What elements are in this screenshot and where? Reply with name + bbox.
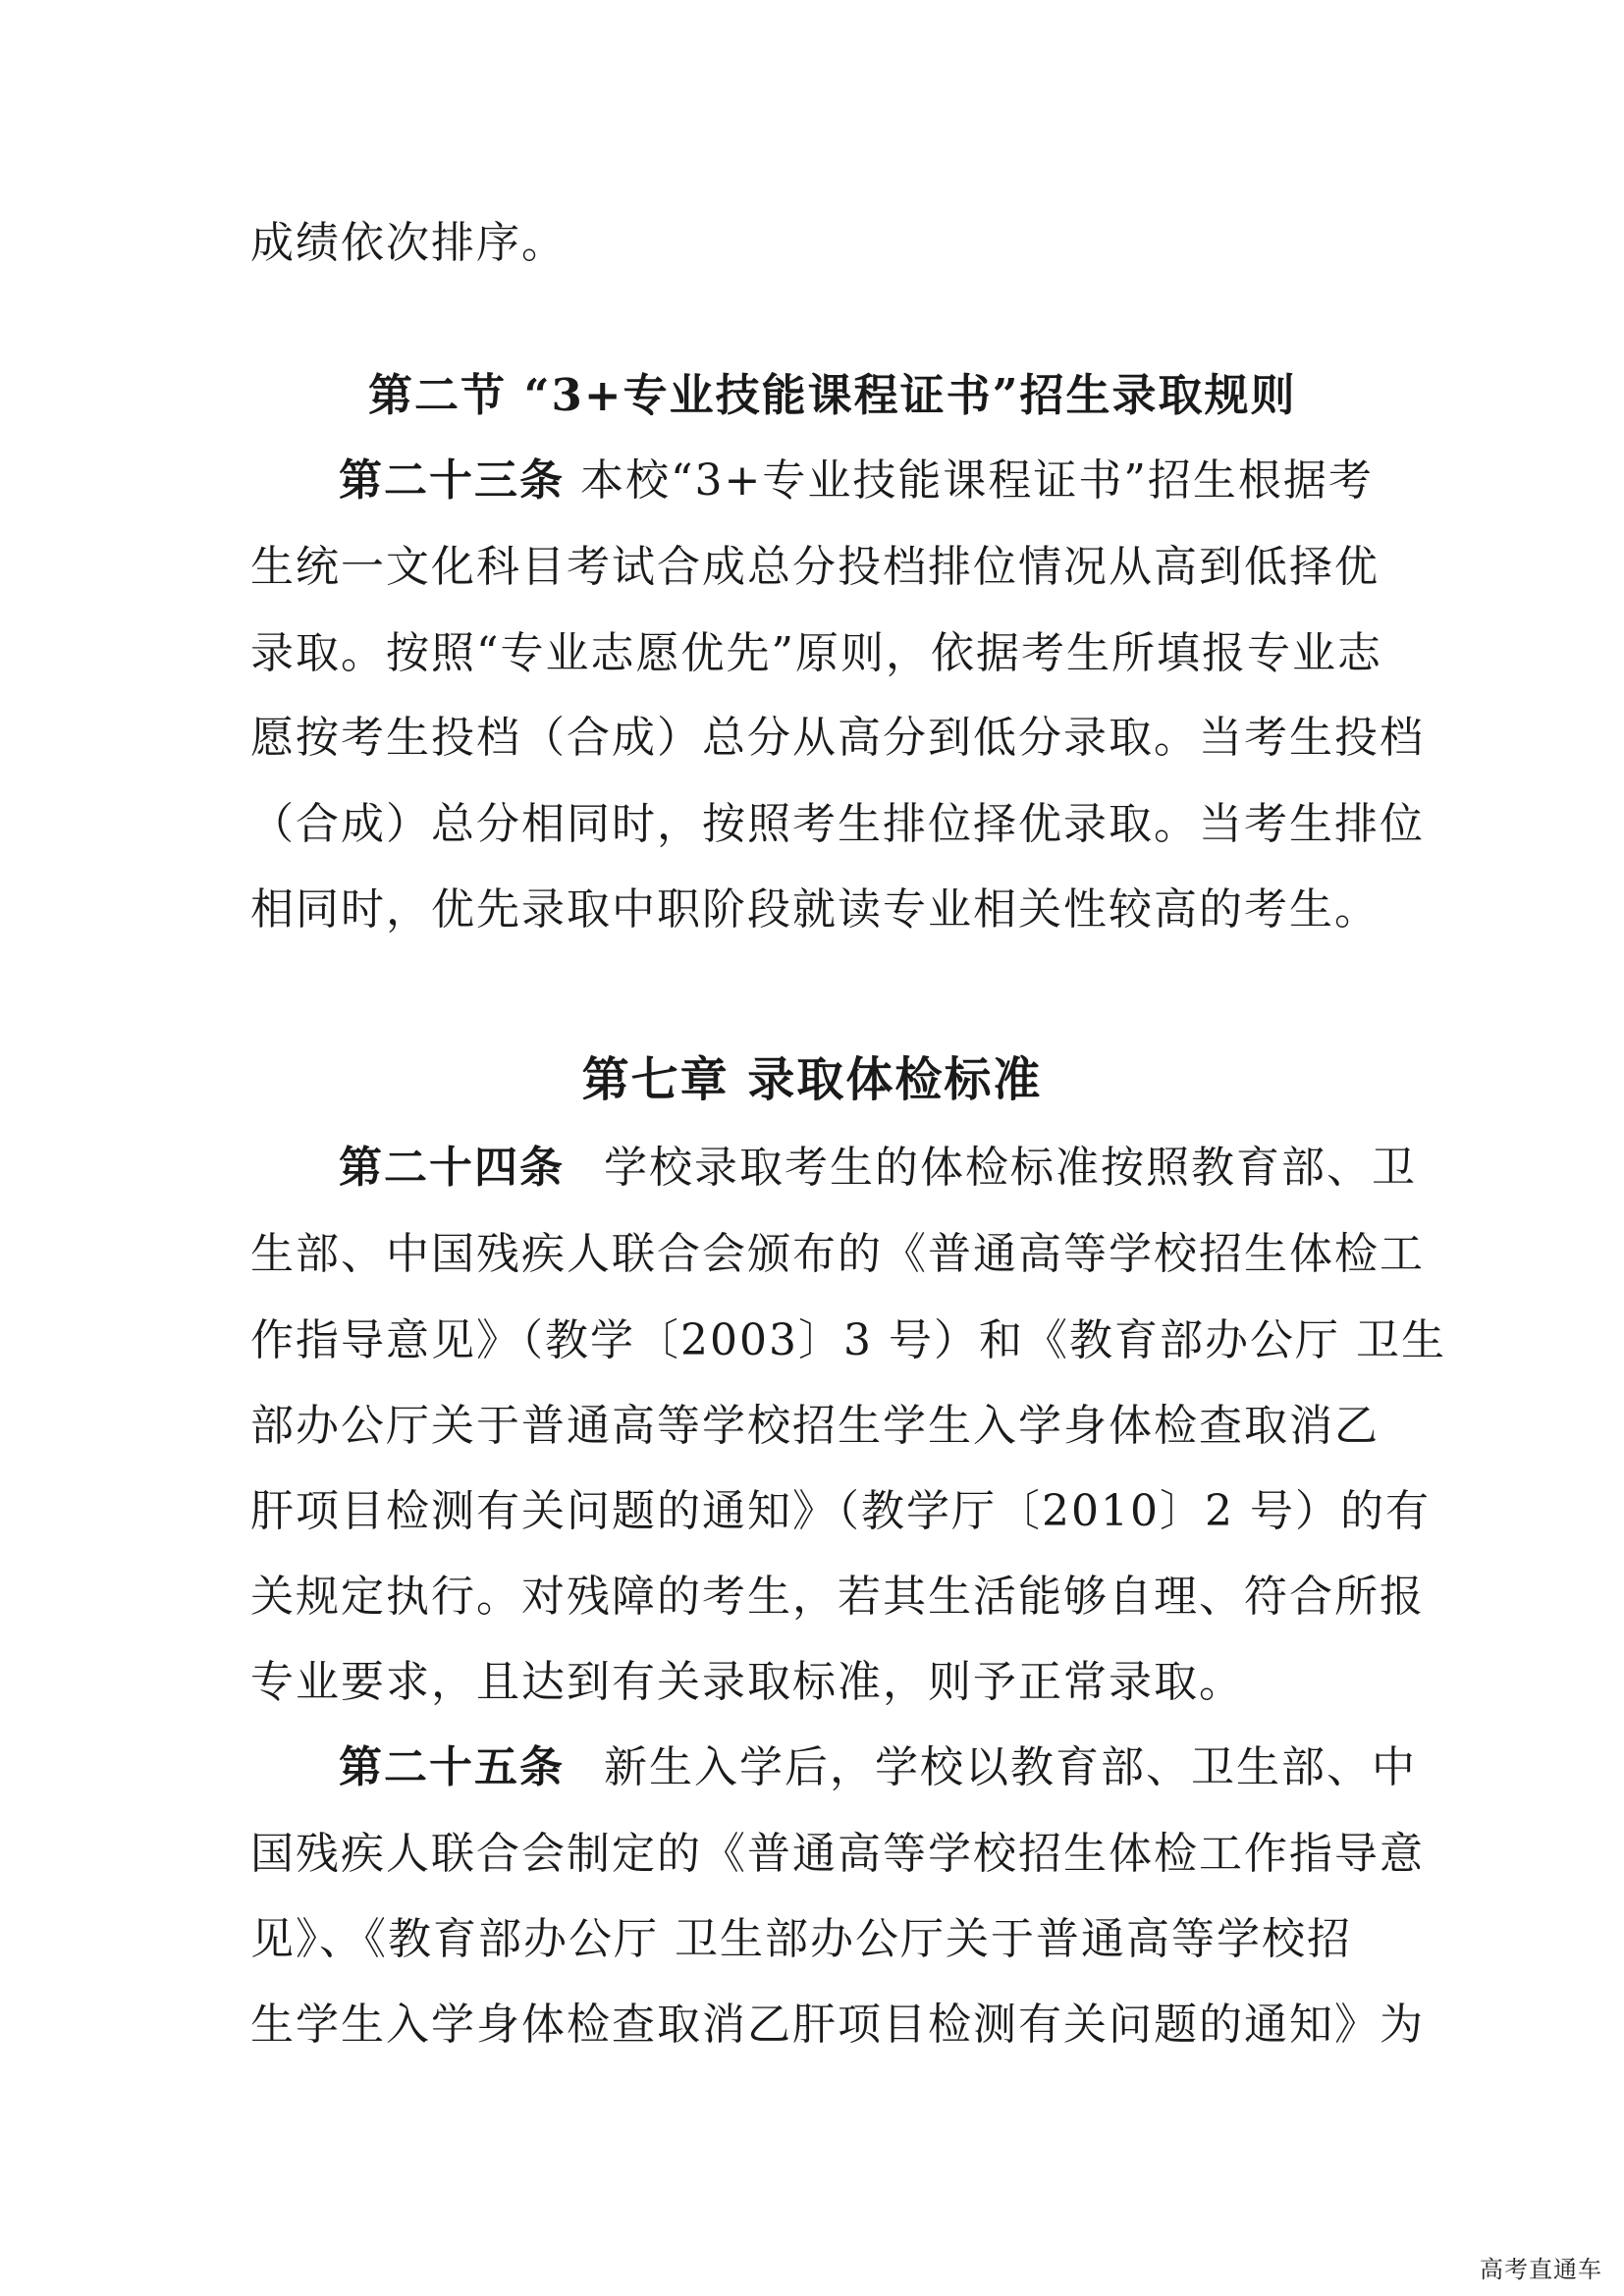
article-23-first-line (339, 452, 1478, 510)
paragraph-line: 部办公厅关于普通高等学校招生学生入学身体检查取消乙 (250, 1401, 1380, 1451)
watermark: 高考直通车 (1476, 2248, 1606, 2286)
article-24-label: 第二十四条 (339, 1143, 565, 1193)
paragraph-line: 专业要求，且达到有关录取标准，则予正常录取。 (250, 1657, 1244, 1707)
paragraph-line: 生部、中国残疾人联合会颁布的《普通高等学校招生体检工 (250, 1229, 1425, 1279)
paragraph-line: 作指导意见》（教学〔2003〕3 号）和《教育部办公厅 卫生 (250, 1315, 1446, 1365)
article-25-text: 新生入学后，学校以教育部、卫生部、中 (604, 1742, 1417, 1792)
paragraph-line: （合成）总分相同时，按照考生排位择优录取。当考生排位 (250, 799, 1425, 849)
article-25-first-line (339, 1738, 1478, 1797)
section-heading: 第二节 “3+专业技能课程证书”招生录取规则 (368, 369, 1297, 421)
paragraph-line: 生学生入学身体检查取消乙肝项目检测有关问题的通知》为 (250, 2000, 1425, 2050)
article-24-text: 学校录取考生的体检标准按照教育部、卫 (604, 1143, 1417, 1193)
article-23-text: 本校“3+专业技能课程证书”招生根据考 (580, 455, 1374, 506)
paragraph-line: 关规定执行。对残障的考生，若其生活能够自理、符合所报 (250, 1572, 1425, 1622)
chapter-heading: 第七章 录取体检标准 (581, 1052, 1043, 1107)
paragraph-line: 相同时，优先录取中职阶段就读专业相关性较高的考生。 (250, 884, 1380, 934)
paragraph-line: 录取。按照“专业志愿优先”原则，依据考生所填报专业志 (250, 628, 1382, 678)
article-23-label: 第二十三条 (339, 455, 565, 506)
paragraph-line: 生统一文化科目考试合成总分投档排位情况从高到低择优 (250, 542, 1380, 592)
paragraph-line: 国残疾人联合会制定的《普通高等学校招生体检工作指导意 (250, 1829, 1425, 1879)
paragraph-line: 愿按考生投档（合成）总分从高分到低分录取。当考生投档 (250, 713, 1425, 763)
paragraph-line: 成绩依次排序。 (250, 218, 567, 268)
article-25-label: 第二十五条 (339, 1742, 565, 1792)
paragraph-line: 肝项目检测有关问题的通知》（教学厅〔2010〕2 号）的有 (250, 1486, 1431, 1536)
article-24-first-line (339, 1139, 1478, 1198)
paragraph-line: 见》、《教育部办公厅 卫生部办公厅关于普通高等学校招 (250, 1914, 1352, 1964)
